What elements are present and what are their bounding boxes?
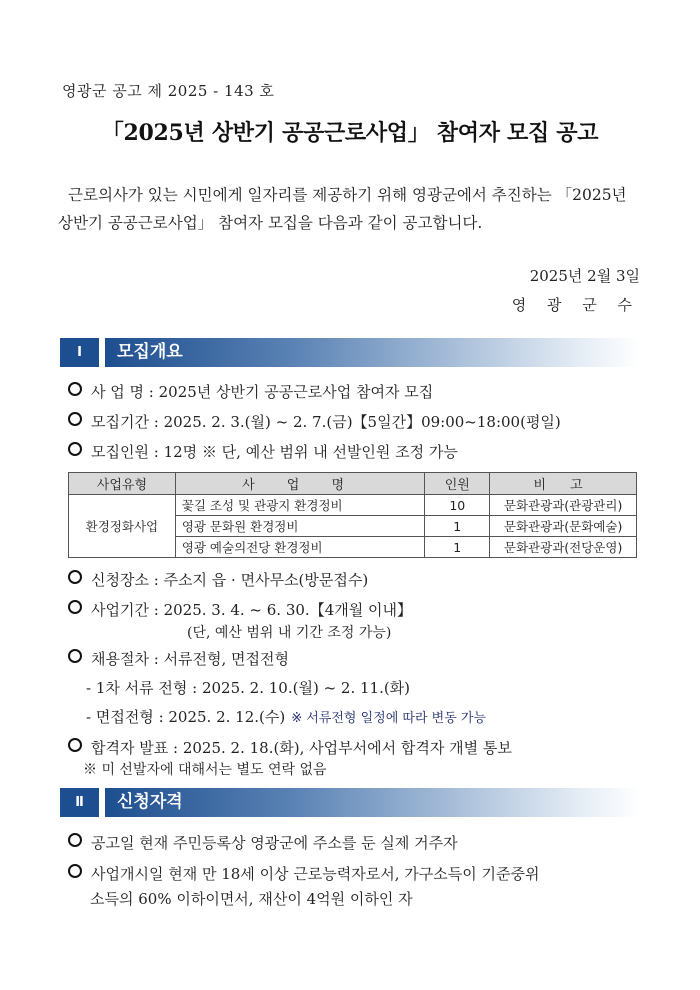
item-business-period: 사업기간 : 2025. 3. 4. ~ 6. 30.【4개월 이내】 xyxy=(68,599,412,620)
header-note: 비 고 xyxy=(490,473,637,495)
item-recruit-period: 모집기간 : 2025. 2. 3.(월) ~ 2. 7.(금)【5일간】09:00~18:00(평일) xyxy=(68,411,561,432)
intro-paragraph xyxy=(58,181,648,237)
eligibility-continuation: 소득의 60% 이하이면서, 재산이 4억원 이하인 자 xyxy=(90,890,413,908)
item-announcement: 합격자 발표 : 2025. 2. 18.(화), 사업부서에서 합격자 개별 통보 xyxy=(68,737,512,758)
section-title: 신청자격 xyxy=(105,788,640,817)
circle-bullet-icon xyxy=(68,864,82,878)
circle-bullet-icon xyxy=(68,738,82,752)
header-name: 사 업 명 xyxy=(175,473,425,495)
section-number: Ⅰ xyxy=(60,338,99,367)
section-header-eligibility xyxy=(60,788,640,817)
table-row: 영광 예술의전당 환경정비 1 문화관광과(전당운영) xyxy=(69,537,637,558)
section-title: 모집개요 xyxy=(105,338,640,367)
circle-bullet-icon xyxy=(68,382,82,396)
type-cell: 환경정화사업 xyxy=(69,495,176,558)
circle-bullet-icon xyxy=(68,412,82,426)
notice-number: 영광군 공고 제 2025 - 143 호 xyxy=(62,82,275,100)
item-recruit-count: 모집인원 : 12명 ※ 단, 예산 범위 내 선발인원 조정 가능 xyxy=(68,441,458,462)
announcement-note: ※ 미 선발자에 대해서는 별도 연락 없음 xyxy=(83,762,327,778)
step-interview: - 면접전형 : 2025. 2. 12.(수) ※ 서류전형 일정에 따라 변동 가능 xyxy=(86,708,487,726)
item-apply-place: 신청장소 : 주소지 읍 · 면사무소(방문접수) xyxy=(68,569,368,590)
intro-line-1: 근로의사가 있는 시민에게 일자리를 제공하기 위해 영광군에서 추진하는 「2025년 xyxy=(68,186,627,204)
header-type: 사업유형 xyxy=(69,473,176,495)
business-period-subnote: (단, 예산 범위 내 기간 조정 가능) xyxy=(187,625,392,641)
table-row: 영광 문화원 환경정비 1 문화관광과(문화예술) xyxy=(69,516,637,537)
circle-bullet-icon xyxy=(68,649,82,663)
section-number: Ⅱ xyxy=(60,788,99,817)
item-hiring-process: 채용절차 : 서류전형, 면접전형 xyxy=(68,648,289,669)
recruit-table xyxy=(68,472,637,558)
circle-bullet-icon xyxy=(68,600,82,614)
step-document-screening: - 1차 서류 전형 : 2025. 2. 10.(월) ~ 2. 11.(화) xyxy=(86,679,411,697)
intro-line-2: 상반기 공공근로사업」 참여자 모집을 다음과 같이 공고합니다. xyxy=(58,214,483,232)
circle-bullet-icon xyxy=(68,833,82,847)
interview-note: ※ 서류전형 일정에 따라 변동 가능 xyxy=(291,711,487,726)
circle-bullet-icon xyxy=(68,570,82,584)
circle-bullet-icon xyxy=(68,442,82,456)
item-business-name: 사 업 명 : 2025년 상반기 공공근로사업 참여자 모집 xyxy=(68,381,433,402)
header-count: 인원 xyxy=(425,473,490,495)
notice-date: 2025년 2월 3일 xyxy=(529,267,640,285)
table-row: 환경정화사업 꽃길 조성 및 관광지 환경정비 10 문화관광과(관광관리) xyxy=(69,495,637,516)
table-header-row xyxy=(69,473,637,495)
page-title: 「2025년 상반기 공공근로사업」 참여자 모집 공고 xyxy=(101,120,599,146)
eligibility-residence: 공고일 현재 주민등록상 영광군에 주소를 둔 실제 거주자 xyxy=(68,832,458,853)
signer: 영 광 군 수 xyxy=(511,296,640,314)
eligibility-age-income: 사업개시일 현재 만 18세 이상 근로능력자로서, 가구소득이 기준중위 xyxy=(68,863,539,884)
section-header-overview xyxy=(60,338,640,367)
